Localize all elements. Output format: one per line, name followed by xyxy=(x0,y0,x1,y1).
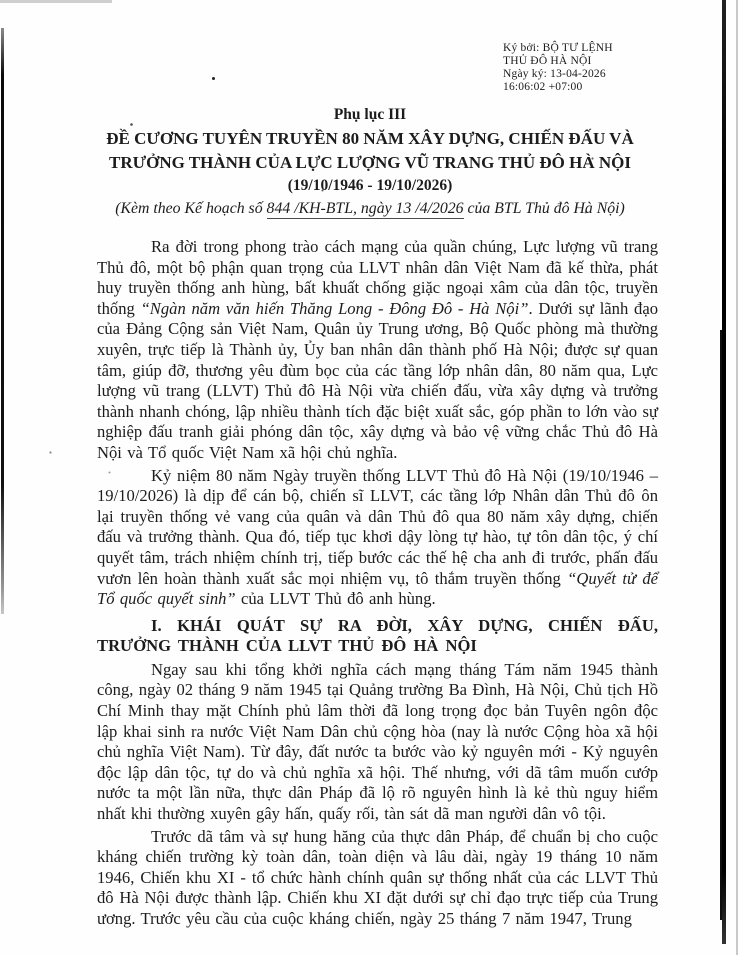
scan-edge-left xyxy=(1,28,4,614)
scan-edge-right-faint xyxy=(736,0,738,955)
paragraph-1-text-cont: . Dưới sự lãnh đạo của Đảng Cộng sản Việt Nam, Quân ủy Trung ương, Bộ Quốc phòng mà thường xuyên, trực tiếp là Thành ủy, Ủy ban nhân dân thành phố Hà Nội; được sự quan tâm, giúp đỡ, thương yêu đùm bọc của các tầng lớp nhân dân, 80 năm qua, Lực lượng vũ trang (LLVT) Thủ đô Hà Nội vừa chiến đấu, vừa xây dựng và trưởng thành nhanh chóng, lập nhiều thành tích đặc biệt xuất sắc, góp phần to lớn vào sự nghiệp đấu tranh giải phóng dân tộc, xây dựng và bảo vệ vững chắc Thủ đô Hà Nội và Tổ quốc Việt Nam xã hội chủ nghĩa. xyxy=(97,298,658,462)
stamp-sign-time: 16:06:02 +07:00 xyxy=(503,81,583,93)
document-body xyxy=(97,237,658,932)
appendix-label: Phụ lục III xyxy=(333,106,407,123)
stamp-sign-date: Ngày ký: 13-04-2026 xyxy=(503,68,606,80)
document-title-line1: ĐỀ CƯƠNG TUYÊN TRUYỀN 80 NĂM XÂY DỰNG, CHIẾN ĐẤU VÀ xyxy=(106,129,634,148)
document-date-range: (19/10/1946 - 19/10/2026) xyxy=(287,177,453,194)
paragraph-2 xyxy=(97,466,658,610)
paragraph-2-quote: “Quyết tử để Tổ quốc quyết sinh” xyxy=(97,568,658,609)
scan-streak-top xyxy=(0,0,112,3)
subtitle-filled-number: 844 /KH-BTL, ngày 13 /4/2026 xyxy=(266,200,464,217)
paragraph-1 xyxy=(97,237,658,464)
paragraph-4: Trước dã tâm và sự hung hăng của thực dân Pháp, để chuẩn bị cho cuộc kháng chiến trường kỳ toàn dân, toàn diện và lâu dài, ngày 19 tháng 10 năm 1946, Chiến khu XI - tổ chức hành chính quân sự thống nhất của các LLVT Thủ đô Hà Nội được thành lập. Chiến khu XI đặt dưới sự chỉ đạo trực tiếp của Trung ương. Trước yêu cầu của cuộc kháng chiến, ngày 25 tháng 7 năm 1947, Trung xyxy=(97,826,658,928)
scan-edge-right-thick xyxy=(720,330,722,920)
document-header xyxy=(55,105,685,220)
stamp-signer-line1: Ký bởi: BỘ TƯ LỆNH xyxy=(503,42,613,54)
scan-speckles xyxy=(0,0,1,1)
subtitle-suffix: của BTL Thủ đô Hà Nội) xyxy=(463,200,625,217)
document-title-line2: TRƯỞNG THÀNH CỦA LỰC LƯỢNG VŨ TRANG THỦ ĐÔ HÀ NỘI xyxy=(108,152,631,172)
stamp-signer-line2: THỦ ĐÔ HÀ NỘI xyxy=(503,55,592,67)
digital-signature-stamp xyxy=(503,42,613,94)
paragraph-3: Ngay sau khi tổng khởi nghĩa cách mạng tháng Tám năm 1945 thành công, ngày 02 tháng 9 năm 1945 tại Quảng trường Ba Đình, Hà Nội, Chủ tịch Hồ Chí Minh thay mặt Chính phủ lâm thời đã long trọng đọc bản Tuyên ngôn độc lập khai sinh ra nước Việt Nam Dân chủ cộng hòa (nay là nước Cộng hòa xã hội chủ nghĩa Việt Nam). Từ đây, đất nước ta bước vào kỷ nguyên mới - Kỷ nguyên độc lập dân tộc, tự do và chủ nghĩa xã hội. Thế nhưng, với dã tâm muốn cướp nước ta một lần nữa, thực dân Pháp đã lộ rõ nguyên hình là kẻ thù nguy hiểm nhất khi thường xuyên gây hấn, quấy rối, tàn sát dã man người dân vô tội. xyxy=(97,659,658,824)
paragraph-2-text: Kỷ niệm 80 năm Ngày truyền thống LLVT Thủ đô Hà Nội (19/10/1946 – 19/10/2026) là dịp để cán bộ, chiến sĩ LLVT, các tầng lớp Nhân dân Thủ đô ôn lại truyền thống vẻ vang của quân và dân Thủ đô qua 80 năm xây dựng, chiến đấu và trưởng thành. Qua đó, tiếp tục khơi dậy lòng tự hào, tự tôn dân tộc, ý chí quyết tâm, trách nhiệm chính trị, tiếp bước các thế hệ cha anh đi trước, phấn đấu vươn lên hoàn thành xuất sắc mọi nhiệm vụ, tô thắm truyền thống xyxy=(97,465,658,588)
paragraph-2-text-cont: của LLVT Thủ đô anh hùng. xyxy=(235,589,436,609)
paragraph-1-text: Ra đời trong phong trào cách mạng của quần chúng, Lực lượng vũ trang Thủ đô, một bộ phận quan trọng của LLVT nhân dân Việt Nam đã kế thừa, phát huy truyền thống anh hùng, bất khuất chống giặc ngoại xâm của dân tộc, truyền thống xyxy=(97,237,658,318)
subtitle-prefix: (Kèm theo Kế hoạch số xyxy=(115,200,267,217)
scan-edge-right xyxy=(722,0,726,944)
document-subtitle xyxy=(55,198,685,220)
section-1-heading: I. KHÁI QUÁT SỰ RA ĐỜI, XÂY DỰNG, CHIẾN ĐẤU, TRƯỞNG THÀNH CỦA LLVT THỦ ĐÔ HÀ NỘI xyxy=(97,615,658,656)
paragraph-1-quote: “Ngàn năm văn hiến Thăng Long - Đông Đô - Hà Nội” xyxy=(140,298,529,318)
